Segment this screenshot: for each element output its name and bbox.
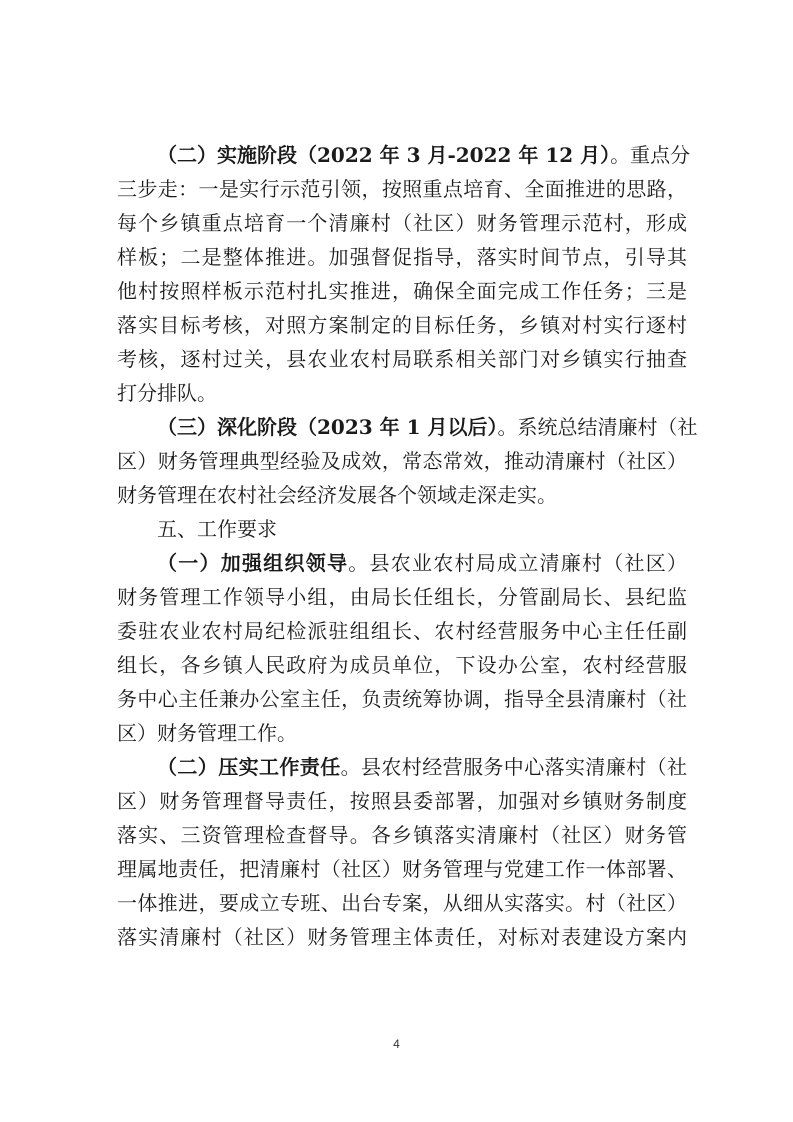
text-line: 委驻农业农村局纪检派驻组组长、农村经营服务中心主任任副: [117, 619, 687, 643]
text-line: （二）实施阶段（2022 年 3 月-2022 年 12 月）。重点分: [157, 143, 691, 167]
text-line: 落实目标考核，对照方案制定的目标任务，乡镇对村实行逐村: [117, 313, 687, 337]
section-title: 五、工作要求: [157, 517, 277, 541]
text-line: 落实、三资管理检查督导。各乡镇落实清廉村（社区）财务管: [117, 823, 687, 847]
section-heading: （二）压实工作责任: [157, 755, 341, 779]
text-line: 一体推进，要成立专班、出台专案，从细从实落实。村（社区）: [117, 891, 687, 915]
paragraph-strengthen-leadership: [117, 546, 687, 750]
text-line: 每个乡镇重点培育一个清廉村（社区）财务管理示范村，形成: [117, 211, 687, 235]
paragraph-implementation-stage: [117, 138, 691, 410]
section-heading: （三）深化阶段（2023 年 1 月以后）: [157, 415, 498, 439]
text-line: 落实清廉村（社区）财务管理主体责任，对标对表建设方案内: [117, 925, 687, 949]
page-number: 4: [393, 1037, 400, 1051]
text-line: 三步走：一是实行示范引领，按照重点培育、全面推进的思路，: [117, 177, 687, 201]
paragraph-consolidate-responsibility: [117, 750, 687, 954]
text-line: 区）财务管理督导责任，按照县委部署，加强对乡镇财务制度: [117, 789, 687, 813]
paragraph-deepening-stage: [117, 410, 698, 512]
document-body: [117, 138, 698, 954]
text-line: 理属地责任，把清廉村（社区）财务管理与党建工作一体部署、: [117, 857, 687, 881]
text-line: （二）压实工作责任。县农村经营服务中心落实清廉村（社: [157, 755, 688, 779]
text-line: 样板；二是整体推进。加强督促指导，落实时间节点，引导其: [117, 245, 687, 269]
text-line: 财务管理在农村社会经济发展各个领域走深走实。: [117, 483, 557, 507]
text-line: 区）财务管理典型经验及成效，常态常效，推动清廉村（社区）: [117, 449, 687, 473]
text-line: 组长，各乡镇人民政府为成员单位，下设办公室，农村经营服: [117, 653, 687, 677]
section-heading: （一）加强组织领导: [157, 551, 349, 575]
section-title-work-requirements: [117, 512, 687, 546]
text-line: 他村按照样板示范村扎实推进，确保全面完成工作任务；三是: [117, 279, 687, 303]
text-line: 务中心主任兼办公室主任，负责统筹协调，指导全县清廉村（社: [117, 687, 687, 711]
text-line: （一）加强组织领导。县农业农村局成立清廉村（社区）: [157, 551, 687, 575]
text-line: （三）深化阶段（2023 年 1 月以后）。系统总结清廉村（社: [157, 415, 698, 439]
text-line: 打分排队。: [117, 381, 217, 405]
section-heading: （二）实施阶段（2022 年 3 月-2022 年 12 月）: [157, 143, 611, 167]
text-line: 区）财务管理工作。: [117, 721, 297, 745]
text-line: 财务管理工作领导小组，由局长任组长，分管副局长、县纪监: [117, 585, 687, 609]
text-line: 考核，逐村过关，县农业农村局联系相关部门对乡镇实行抽查: [117, 347, 687, 371]
